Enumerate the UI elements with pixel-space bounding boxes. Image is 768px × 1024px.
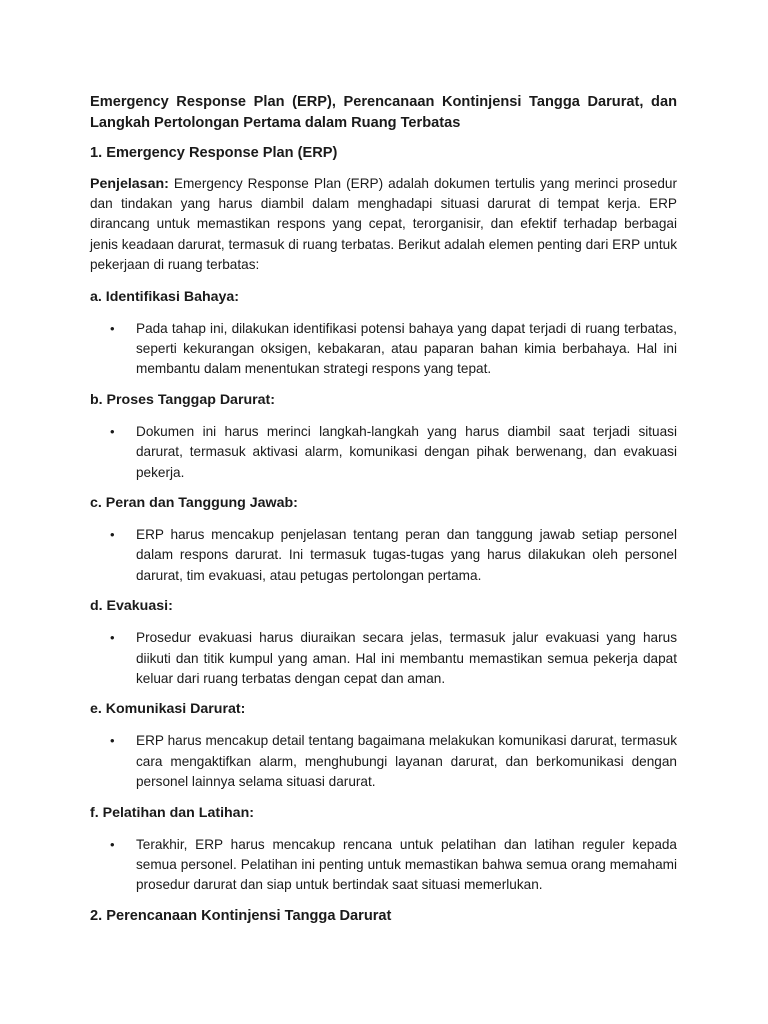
subsection-b-heading: b. Proses Tanggap Darurat: — [90, 391, 275, 408]
subsection-c-heading: c. Peran dan Tanggung Jawab: — [90, 494, 298, 511]
list-item — [90, 628, 677, 689]
intro-label: Penjelasan: — [90, 175, 169, 192]
subsection-a-list — [90, 319, 677, 380]
subsection-e-list — [90, 731, 677, 792]
subsection-d-list — [90, 628, 677, 689]
bullet-icon: • — [110, 320, 115, 336]
document-title: Emergency Response Plan (ERP), Perencanaan Kontinjensi Tangga Darurat, dan Langkah Pertolongan Pertama dalam Ruang Terbatas — [90, 94, 677, 131]
subsection-b-list — [90, 422, 677, 483]
section-2-heading: 2. Perencanaan Kontinjensi Tangga Darurat — [90, 907, 392, 924]
subsection-d-heading: d. Evakuasi: — [90, 598, 173, 615]
section-1-heading: 1. Emergency Response Plan (ERP) — [90, 145, 338, 161]
bullet-icon: • — [110, 423, 115, 439]
subsection-c-list — [90, 525, 677, 586]
bullet-text: Prosedur evakuasi harus diuraikan secara jelas, termasuk jalur evakuasi yang harus diikuti dan titik kumpul yang aman. Hal ini membantu memastikan semua pekerja dapat keluar dari ruang terbatas dengan cepat dan aman. — [136, 630, 677, 686]
subsection-a-heading: a. Identifikasi Bahaya: — [90, 288, 240, 305]
document-page — [90, 92, 677, 936]
list-item — [90, 422, 677, 483]
bullet-icon: • — [110, 630, 115, 646]
list-item — [90, 319, 677, 380]
bullet-text: ERP harus mencakup penjelasan tentang peran dan tanggung jawab setiap personel dalam respons darurat. Ini termasuk tugas-tugas yang harus dilakukan oleh personel darurat, tim evakuasi, atau petugas pertolongan pertama. — [136, 526, 677, 583]
subsection-f-heading: f. Pelatihan dan Latihan: — [90, 804, 254, 821]
list-item — [90, 525, 677, 586]
intro-text: Emergency Response Plan (ERP) adalah dokumen tertulis yang merinci prosedur dan tindakan yang harus diambil dalam menghadapi situasi darurat di tempat kerja. ERP dirancang untuk memastikan respons yang cepat, terorganisir, dan efektif terhadap berbagai jenis keadaan darurat, termasuk di ruang terbatas. Berikut adalah elemen penting dari ERP untuk pekerjaan di ruang terbatas: — [90, 175, 677, 273]
list-item — [90, 835, 677, 896]
bullet-text: Dokumen ini harus merinci langkah-langkah yang harus diambil saat terjadi situasi darurat, termasuk aktivasi alarm, komunikasi dengan pihak berwenang, dan evakuasi pekerja. — [136, 423, 677, 480]
section-1-intro — [90, 174, 677, 276]
bullet-text: Pada tahap ini, dilakukan identifikasi potensi bahaya yang dapat terjadi di ruang terbatas, seperti kekurangan oksigen, kebakaran, atau paparan bahan kimia berbahaya. Hal ini membantu dalam menentukan strategi respons yang tepat. — [136, 320, 677, 377]
list-item — [90, 731, 677, 792]
subsection-e-heading: e. Komunikasi Darurat: — [90, 701, 246, 718]
subsection-f-list — [90, 835, 677, 896]
bullet-icon: • — [110, 836, 115, 852]
bullet-icon: • — [110, 526, 115, 542]
bullet-text: ERP harus mencakup detail tentang bagaimana melakukan komunikasi darurat, termasuk cara mengaktifkan alarm, menghubungi layanan darurat, dan berkomunikasi dengan personel lainnya selama situasi darurat. — [136, 733, 677, 790]
bullet-text: Terakhir, ERP harus mencakup rencana untuk pelatihan dan latihan reguler kepada semua personel. Pelatihan ini penting untuk memastikan bahwa semua orang memahami prosedur darurat dan siap untuk bertindak saat situasi memerlukan. — [136, 836, 677, 893]
bullet-icon: • — [110, 733, 115, 749]
